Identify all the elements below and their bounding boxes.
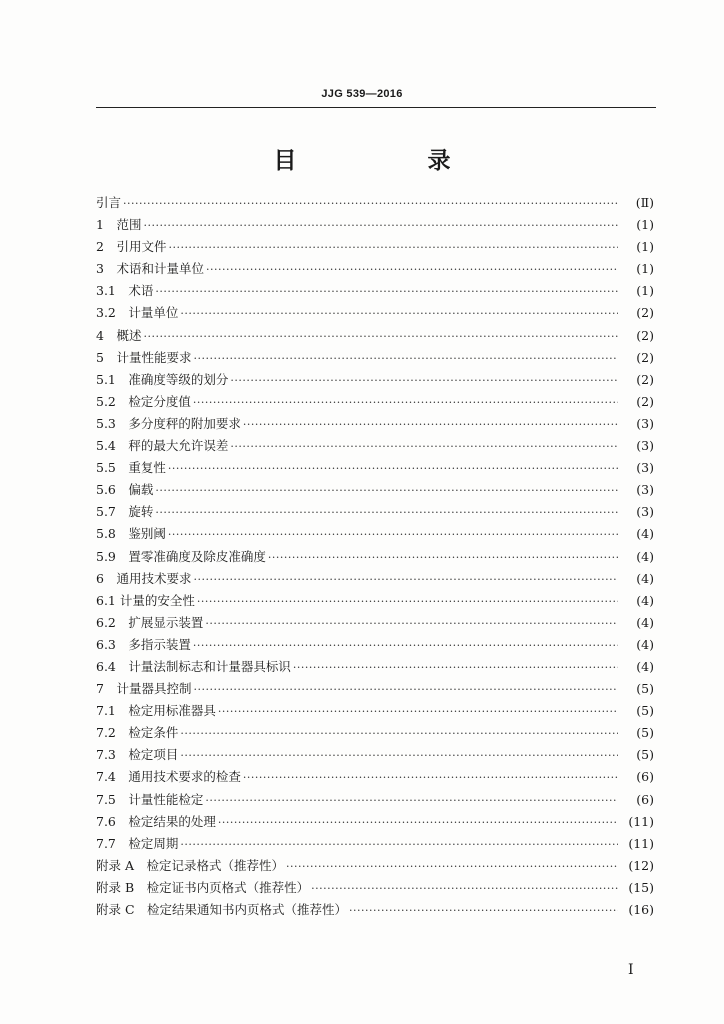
toc-entry-page: (2) — [636, 327, 654, 343]
toc-entry-page: (2) — [636, 349, 654, 365]
toc-entry — [96, 678, 654, 700]
toc-entry — [96, 833, 654, 855]
toc-entry-page: (5) — [636, 703, 654, 719]
toc-entry-label: 5 计量性能要求 — [96, 349, 192, 365]
toc-entry-page: (4) — [636, 614, 654, 630]
toc-entry-label: 6.4 计量法制标志和计量器具标识 — [96, 658, 291, 674]
toc-leader-dots — [180, 303, 618, 325]
toc-entry-label: 3 术语和计量单位 — [96, 261, 204, 277]
toc-entry — [96, 347, 654, 369]
toc-entry-label: 7 计量器具控制 — [96, 681, 192, 697]
toc-leader-dots — [180, 723, 618, 745]
toc-entry-page: (3) — [636, 504, 654, 520]
toc-entry — [96, 391, 654, 413]
toc-entry-label: 5.2 检定分度值 — [96, 393, 191, 409]
toc-entry — [96, 877, 654, 899]
toc-leader-dots — [206, 259, 618, 281]
toc-entry-label: 6.3 多指示装置 — [96, 636, 191, 652]
toc-entry — [96, 656, 654, 678]
header-divider — [96, 107, 656, 108]
toc-leader-dots — [193, 679, 618, 701]
page-number: I — [628, 962, 634, 978]
toc-entry-label: 7.5 计量性能检定 — [96, 791, 204, 807]
toc-entry-label: 5.8 鉴别阈 — [96, 526, 166, 542]
toc-entry — [96, 258, 654, 280]
toc-entry-label: 3.2 计量单位 — [96, 305, 179, 321]
toc-entry-label: 5.5 重复性 — [96, 460, 166, 476]
toc-entry-page: (3) — [636, 482, 654, 498]
toc-leader-dots — [193, 635, 618, 657]
toc-entry-label: 7.3 检定项目 — [96, 747, 179, 763]
toc-entry-label: 6.2 扩展显示装置 — [96, 614, 204, 630]
toc-entry — [96, 214, 654, 236]
toc-leader-dots — [123, 193, 618, 215]
toc-leader-dots — [155, 281, 618, 303]
toc-leader-dots — [218, 701, 618, 723]
toc-entry-page: (2) — [636, 393, 654, 409]
toc-entry-page: (3) — [636, 415, 654, 431]
toc-leader-dots — [155, 480, 618, 502]
table-of-contents — [96, 192, 654, 921]
toc-leader-dots — [230, 436, 618, 458]
toc-entry-page: (2) — [636, 305, 654, 321]
toc-entry-page: (15) — [628, 879, 654, 895]
toc-leader-dots — [293, 657, 618, 679]
toc-leader-dots — [193, 569, 618, 591]
toc-entry-page: (4) — [636, 636, 654, 652]
toc-entry — [96, 523, 654, 545]
toc-entry-page: (1) — [636, 217, 654, 233]
toc-entry-label: 1 范围 — [96, 217, 142, 233]
toc-entry-page: (16) — [628, 902, 654, 917]
toc-entry-page: (6) — [636, 769, 654, 785]
toc-entry — [96, 811, 654, 833]
toc-entry — [96, 501, 654, 523]
toc-leader-dots — [205, 613, 618, 635]
toc-entry-page: (1) — [636, 239, 654, 255]
toc-entry — [96, 280, 654, 302]
toc-leader-dots — [193, 348, 618, 370]
page-title: 目 录 — [273, 147, 505, 174]
toc-leader-dots — [168, 458, 618, 480]
toc-leader-dots — [243, 767, 618, 789]
toc-entry-page: (Ⅱ) — [635, 195, 654, 210]
toc-leader-dots — [197, 591, 618, 613]
toc-entry-page: (4) — [636, 526, 654, 542]
toc-entry — [96, 192, 654, 214]
toc-entry-label: 附录 A 检定记录格式（推荐性） — [96, 857, 285, 873]
toc-entry — [96, 546, 654, 568]
toc-entry-page: (4) — [636, 658, 654, 674]
toc-entry — [96, 236, 654, 258]
toc-leader-dots — [286, 856, 618, 878]
toc-leader-dots — [155, 502, 618, 524]
toc-entry-label: 2 引用文件 — [96, 239, 167, 255]
toc-entry-label: 6.1 计量的安全性 — [96, 592, 195, 608]
toc-entry-label: 5.4 秤的最大允许误差 — [96, 438, 229, 454]
toc-entry-page: (5) — [636, 725, 654, 741]
toc-leader-dots — [180, 745, 618, 767]
toc-entry-label: 7.2 检定条件 — [96, 725, 179, 741]
toc-entry — [96, 722, 654, 744]
toc-entry-page: (3) — [636, 460, 654, 476]
toc-leader-dots — [143, 326, 618, 348]
toc-entry-label: 3.1 术语 — [96, 283, 154, 299]
toc-entry-page: (1) — [636, 283, 654, 299]
toc-entry — [96, 302, 654, 324]
toc-entry — [96, 899, 654, 921]
toc-entry — [96, 744, 654, 766]
toc-entry — [96, 479, 654, 501]
toc-entry-label: 5.3 多分度秤的附加要求 — [96, 415, 241, 431]
toc-entry-label: 4 概述 — [96, 327, 142, 343]
toc-leader-dots — [268, 547, 618, 569]
toc-entry-page: (6) — [636, 791, 654, 807]
toc-leader-dots — [205, 790, 618, 812]
toc-entry-label: 附录 B 检定证书内页格式（推荐性） — [96, 879, 310, 895]
toc-entry-label: 附录 C 检定结果通知书内页格式（推荐性） — [96, 902, 348, 917]
toc-entry-label: 5.7 旋转 — [96, 504, 154, 520]
toc-entry-label: 7.7 检定周期 — [96, 835, 179, 851]
toc-entry — [96, 700, 654, 722]
toc-leader-dots — [180, 834, 618, 856]
toc-entry-page: (3) — [636, 438, 654, 454]
toc-entry-page: (12) — [628, 857, 654, 873]
toc-entry-label: 引言 — [96, 195, 122, 210]
toc-entry-label: 7.1 检定用标准器具 — [96, 703, 216, 719]
toc-entry-label: 6 通用技术要求 — [96, 570, 192, 586]
toc-entry — [96, 766, 654, 788]
toc-entry — [96, 457, 654, 479]
toc-entry — [96, 369, 654, 391]
toc-entry — [96, 435, 654, 457]
toc-entry-page: (5) — [636, 681, 654, 697]
toc-leader-dots — [311, 878, 618, 900]
toc-entry — [96, 855, 654, 877]
toc-entry — [96, 634, 654, 656]
toc-entry-page: (11) — [628, 835, 654, 851]
toc-entry-page: (4) — [636, 570, 654, 586]
toc-leader-dots — [168, 237, 618, 259]
toc-entry-page: (4) — [636, 548, 654, 564]
toc-entry-label: 5.9 置零准确度及除皮准确度 — [96, 548, 266, 564]
toc-leader-dots — [168, 524, 618, 546]
toc-entry — [96, 568, 654, 590]
toc-entry-label: 5.6 偏载 — [96, 482, 154, 498]
toc-entry-page: (11) — [628, 813, 654, 829]
toc-leader-dots — [230, 370, 618, 392]
toc-entry — [96, 590, 654, 612]
toc-leader-dots — [193, 392, 618, 414]
toc-entry-label: 7.4 通用技术要求的检查 — [96, 769, 241, 785]
toc-entry-label: 5.1 准确度等级的划分 — [96, 371, 229, 387]
toc-entry-page: (1) — [636, 261, 654, 277]
toc-entry — [96, 413, 654, 435]
toc-entry-page: (2) — [636, 371, 654, 387]
toc-leader-dots — [143, 215, 618, 237]
toc-entry — [96, 612, 654, 634]
toc-leader-dots — [349, 900, 618, 922]
toc-entry-label: 7.6 检定结果的处理 — [96, 813, 216, 829]
toc-entry — [96, 789, 654, 811]
toc-leader-dots — [243, 414, 618, 436]
toc-entry-page: (4) — [636, 592, 654, 608]
toc-leader-dots — [218, 812, 618, 834]
toc-entry-page: (5) — [636, 747, 654, 763]
document-code-header: JJG 539—2016 — [321, 88, 403, 100]
toc-entry — [96, 325, 654, 347]
